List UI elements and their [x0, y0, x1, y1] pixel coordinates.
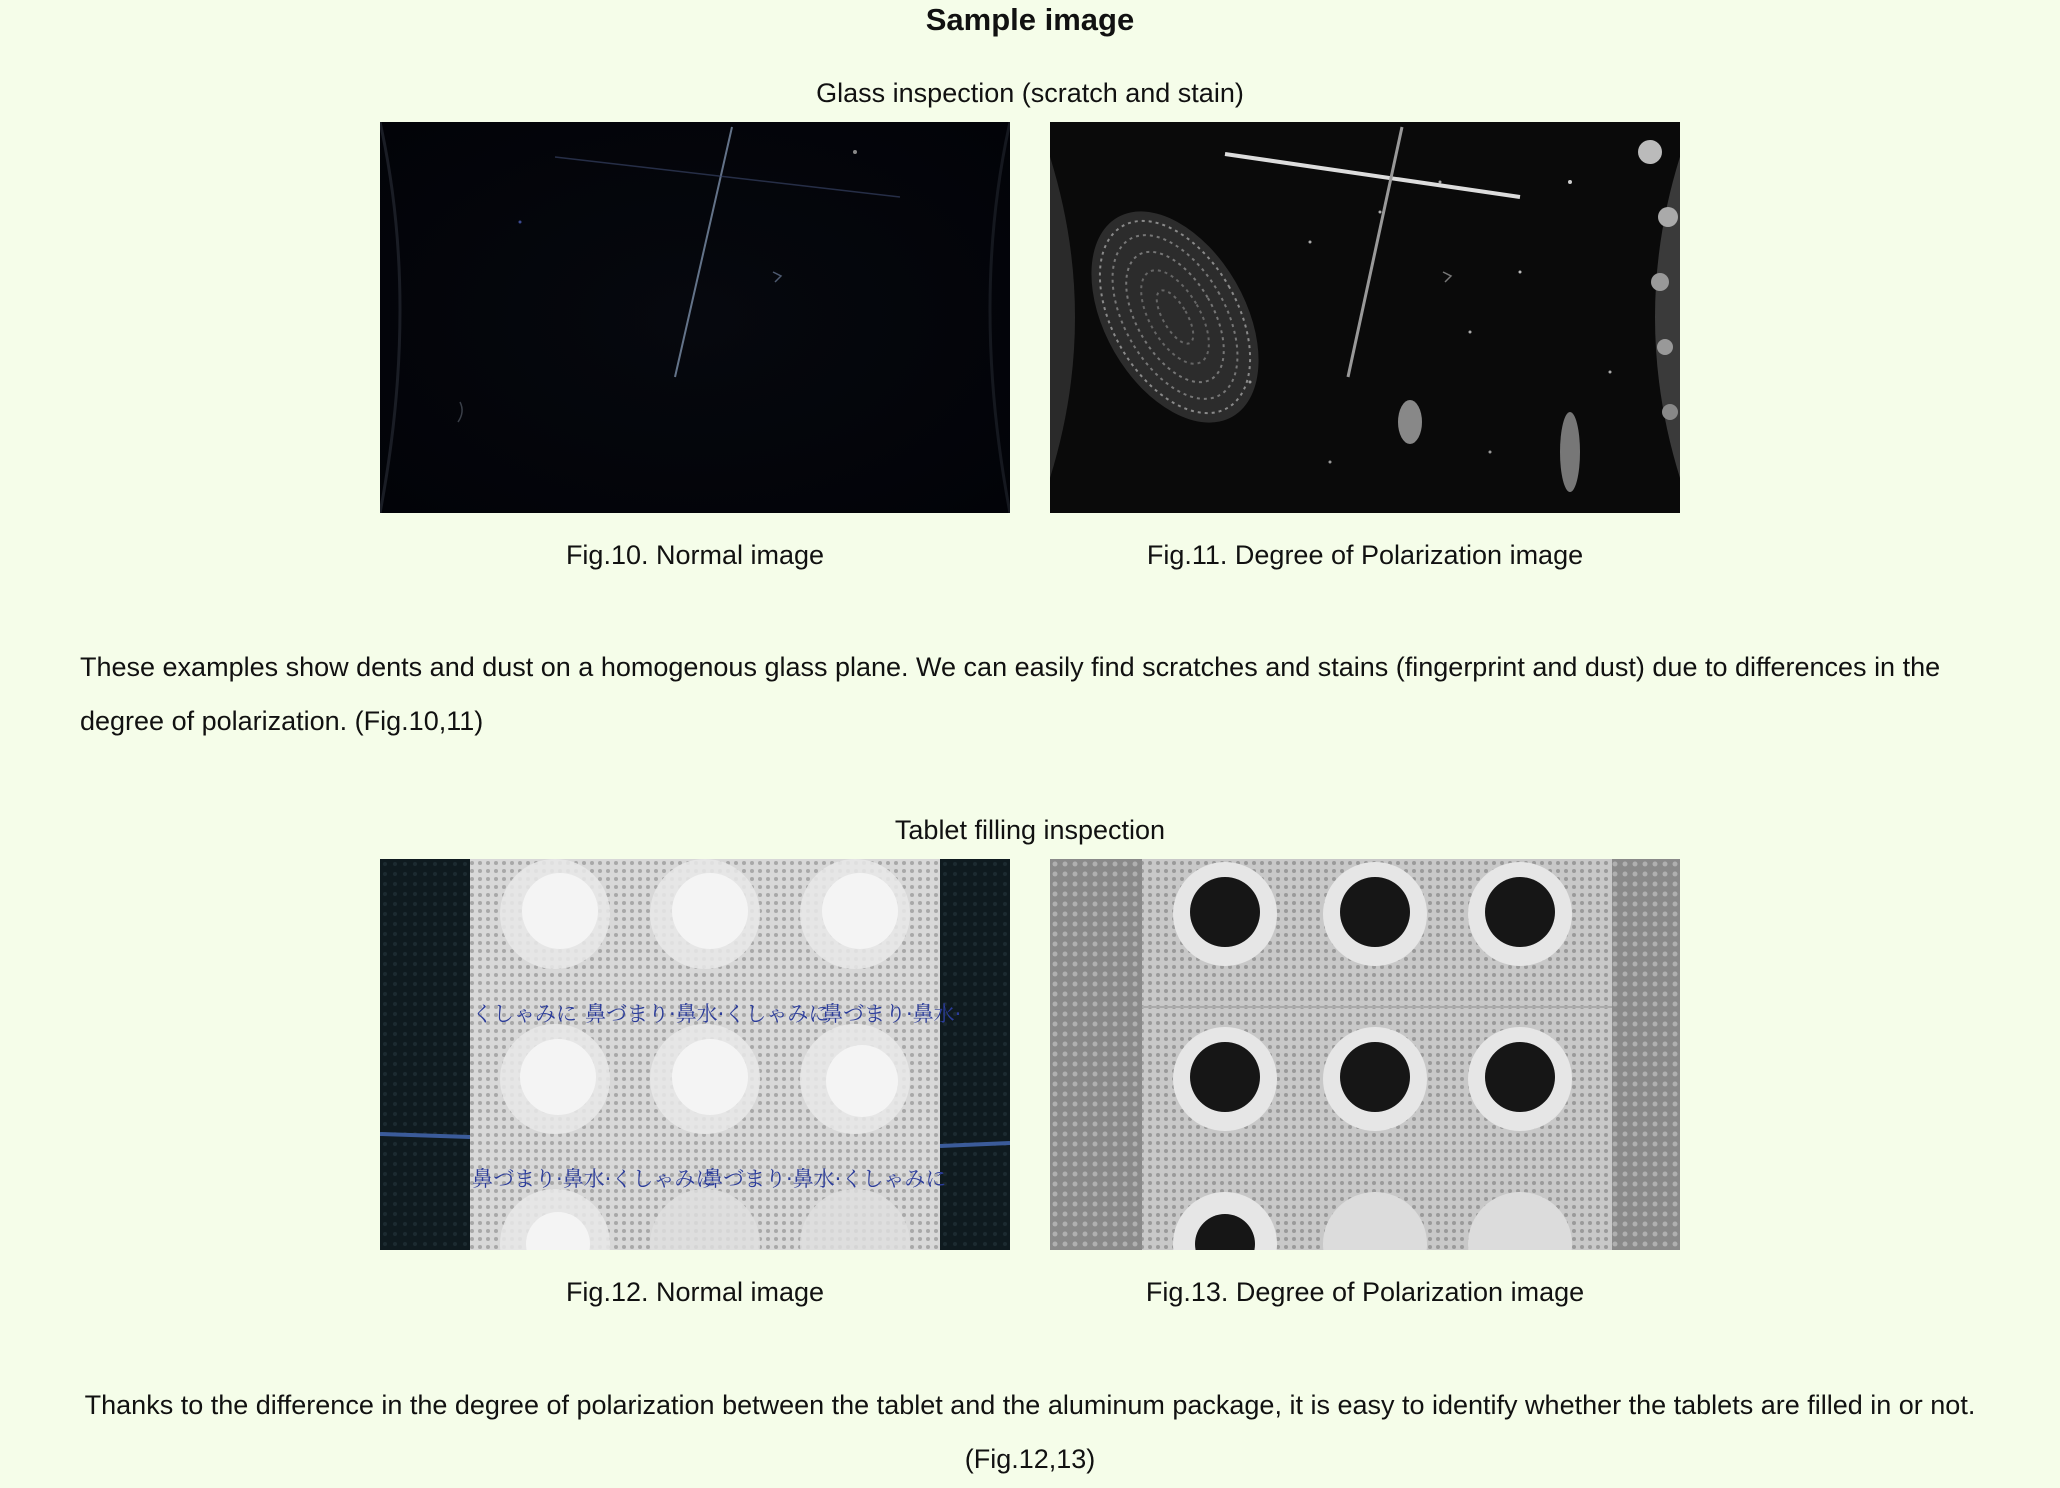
fig10-caption: Fig.10. Normal image: [565, 540, 825, 570]
fig13-polarization-image: [1050, 859, 1680, 1250]
package-text-3: 鼻づまり·鼻水·: [822, 1002, 962, 1026]
glass-section-heading: Glass inspection (scratch and stain): [816, 78, 1244, 108]
fig10-normal-image: [380, 122, 1010, 513]
package-text-2: 鼻づまり·鼻水·くしゃみに: [585, 1002, 830, 1026]
tablet-section-heading: Tablet filling inspection: [894, 815, 1166, 845]
fig11-caption: Fig.11. Degree of Polarization image: [1146, 540, 1584, 570]
glass-description: These examples show dents and dust on a homogenous glass plane. We can easily find scratches and stains (fingerprint and dust) due to differences in the degree of polarization. (Fig.10,11): [80, 652, 1941, 736]
fig11-polarization-image: [1050, 122, 1680, 513]
package-text-4: 鼻づまり·鼻水·くしゃみに: [472, 1167, 717, 1191]
fig13-caption: Fig.13. Degree of Polarization image: [1145, 1277, 1585, 1307]
fig12-caption: Fig.12. Normal image: [565, 1277, 825, 1307]
page-title: Sample image: [925, 2, 1135, 37]
tablet-description: Thanks to the difference in the degree of polarization between the tablet and the aluminum package, it is easy to identify whether the tablets are filled in or not. (Fig.12,13): [84, 1390, 1976, 1474]
fig12-normal-image: [380, 859, 1010, 1250]
package-text-1: くしゃみに: [472, 1002, 577, 1026]
package-text-5: 鼻づまり·鼻水·くしゃみに: [702, 1167, 947, 1191]
